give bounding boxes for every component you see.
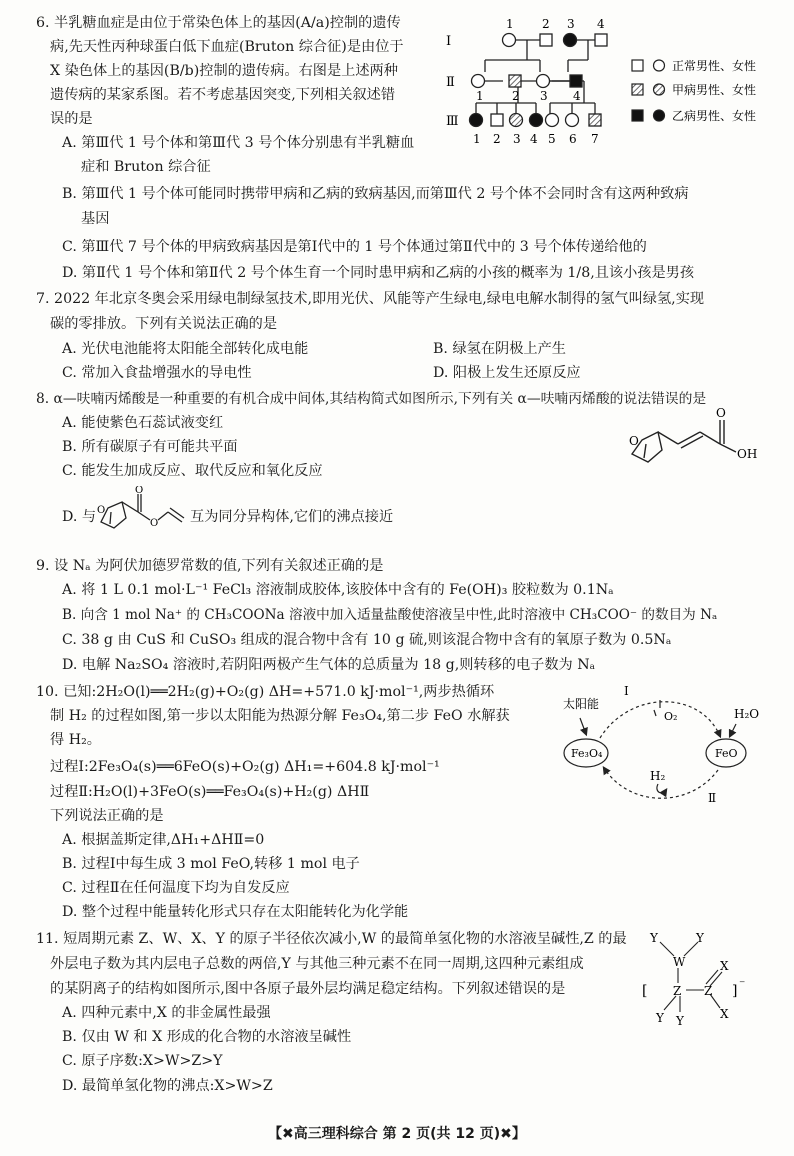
isomer-furan-oxygen: O <box>97 505 106 516</box>
gen1-male-4 <box>595 34 607 46</box>
gen1-male-2 <box>540 34 552 46</box>
oxygen-label: O₂ <box>664 710 678 723</box>
legend-disease-a: 甲病男性、女性 <box>672 83 757 97</box>
q11-option-d: D. 最简单氢化物的沸点:X>W>Z <box>62 1078 273 1094</box>
q6-option-a: A. 第Ⅲ代 1 号个体和第Ⅲ代 3 号个体分别患有半乳糖血 <box>62 135 415 151</box>
q7-option-d: D. 阳极上发生还原反应 <box>433 365 581 381</box>
gen2-num-2: 2 <box>512 89 520 103</box>
q11-stem-line-3: 的某阴离子的结构如图所示,图中各原子最外层均满足稳定结构。下列叙述错误的是 <box>50 981 566 997</box>
q9-stem: 9. 设 Nₐ 为阿伏加德罗常数的值,下列有关叙述正确的是 <box>36 558 384 574</box>
gen1-female-3 <box>564 34 577 47</box>
gen3-female-4 <box>530 114 543 127</box>
gen-label-3: Ⅲ <box>446 114 459 129</box>
q8-option-d-prefix: D. 与 <box>62 509 97 525</box>
vinyl-furoate-structure <box>96 486 192 536</box>
gen3-num-3: 3 <box>513 132 521 146</box>
q6-option-b: B. 第Ⅲ代 1 号个体可能同时携带甲病和乙病的致病基因,而第Ⅲ代 2 号个体不会同时含有这两种致病 <box>62 186 689 202</box>
gen1-female-1 <box>503 34 516 47</box>
q6-option-c: C. 第Ⅲ代 7 号个体的甲病致病基因是第Ⅰ代中的 1 号个体通过第Ⅱ代中的 3 号个体传递给他的 <box>62 239 647 255</box>
thermochemical-cycle-diagram <box>560 680 775 810</box>
q6-option-a-cont: 症和 Bruton 综合征 <box>81 159 211 175</box>
gen2-num-1: 1 <box>476 89 484 103</box>
gen-label-2: Ⅱ <box>446 75 455 90</box>
gen2-num-4: 4 <box>573 89 581 103</box>
q7-option-c: C. 常加入食盐增强水的导电性 <box>62 365 252 381</box>
gen1-num-4: 4 <box>597 17 605 31</box>
gen3-num-1: 1 <box>473 132 481 146</box>
q9-option-a: A. 将 1 L 0.1 mol·L⁻¹ FeCl₃ 溶液制成胶体,该胶体中含有的 Fe(OH)₃ 胶粒数为 0.1Nₐ <box>62 582 614 598</box>
q9-option-d: D. 电解 Na₂SO₄ 溶液时,若阴阳两极产生气体的总质量为 18 g,则转移的电子数为 Nₐ <box>62 657 596 673</box>
isomer-ester-oxygen: O <box>150 518 159 529</box>
pedigree-diagram <box>440 8 790 158</box>
q9-option-b: B. 向含 1 mol Na⁺ 的 CH₃COONa 溶液中加入适量盐酸使溶液呈中性,此时溶液中 CH₃COO⁻ 的数目为 Nₐ <box>62 607 718 623</box>
gen1-num-2: 2 <box>542 17 550 31</box>
gen2-male-2 <box>509 75 521 87</box>
q10-option-a: A. 根据盖斯定律,ΔH₁+ΔHⅡ=0 <box>62 832 265 848</box>
gen3-female-3 <box>510 114 523 127</box>
gen3-male-2 <box>491 114 503 126</box>
gen3-num-6: 6 <box>569 132 577 146</box>
q6-stem-line-5: 误的是 <box>50 111 93 127</box>
left-bracket: [ <box>642 983 648 999</box>
atom-x-2: X <box>720 1007 729 1021</box>
gen3-num-4: 4 <box>530 132 538 146</box>
hydroxyl-label: OH <box>737 447 758 461</box>
atom-z-1: Z <box>673 984 682 998</box>
gen-label-1: Ⅰ <box>446 34 452 49</box>
gen2-male-4 <box>570 75 582 87</box>
page-footer: 【✖高三理科综合 第 2 页(共 12 页)✖】 <box>268 1126 526 1142</box>
legend-disease-b: 乙病男性、女性 <box>672 109 757 123</box>
gen3-num-7: 7 <box>591 132 599 146</box>
q7-option-a: A. 光伏电池能将太阳能全部转化成电能 <box>62 341 309 357</box>
q10-stem-line-1: 10. 已知:2H₂O(l)══2H₂(g)+O₂(g) ΔH=+571.0 kJ·mol⁻¹,两步热循环 <box>36 684 495 700</box>
q6-option-b-cont: 基因 <box>81 211 110 227</box>
q8-option-c: C. 能发生加成反应、取代反应和氧化反应 <box>62 463 323 479</box>
isomer-carbonyl-oxygen: O <box>135 486 144 496</box>
gen3-female-1 <box>470 114 483 127</box>
q10-option-c: C. 过程Ⅱ在任何温度下均为自发反应 <box>62 880 290 896</box>
q7-stem-line-2: 碳的零排放。下列有关说法正确的是 <box>50 316 278 332</box>
atom-z-2: Z <box>704 984 713 998</box>
q8-option-d-suffix: 互为同分异构体,它们的沸点接近 <box>190 509 394 525</box>
atom-x-1: X <box>720 959 729 973</box>
gen3-male-7 <box>589 114 601 126</box>
q6-stem-line-2: 病,先天性丙种球蛋白低下血症(Bruton 综合征)是由位于 <box>50 39 404 55</box>
atom-y-4: Y <box>676 1014 684 1028</box>
hydrogen-label: H₂ <box>650 769 666 783</box>
gen3-female-5 <box>546 114 559 127</box>
atom-y-3: Y <box>656 1011 664 1025</box>
fe3o4-label: Fe₃O₄ <box>571 747 603 760</box>
q10-stem-line-3: 得 H₂。 <box>50 732 101 748</box>
q8-option-a: A. 能使紫色石蕊试液变红 <box>62 415 224 431</box>
q9-option-c: C. 38 g 由 CuS 和 CuSO₃ 组成的混合物中含有 10 g 硫,则该混合物中含有的氧原子数为 0.5Nₐ <box>62 632 672 648</box>
step-2-label: Ⅱ <box>708 791 717 805</box>
q10-option-d: D. 整个过程中能量转化形式只存在太阳能转化为化学能 <box>62 904 409 920</box>
atom-y-1: Y <box>650 931 658 945</box>
gen1-num-1: 1 <box>506 17 514 31</box>
water-label: H₂O <box>734 707 760 721</box>
solar-energy-label: 太阳能 <box>563 697 600 711</box>
q10-process-1: 过程Ⅰ:2Fe₃O₄(s)══6FeO(s)+O₂(g) ΔH₁=+604.8 kJ·mol⁻¹ <box>50 759 440 775</box>
q6-stem-line-1: 6. 半乳糖血症是由位于常染色体上的基因(A/a)控制的遗传 <box>36 15 401 31</box>
gen1-num-3: 3 <box>567 17 575 31</box>
legend-normal: 正常男性、女性 <box>672 59 757 73</box>
atom-y-2: Y <box>696 931 704 945</box>
pedigree-legend <box>632 58 756 123</box>
q6-option-d: D. 第Ⅱ代 1 号个体和第Ⅱ代 2 号个体生育一个同时患甲病和乙病的小孩的概率为 1/8,且该小孩是男孩 <box>62 265 695 281</box>
q7-stem-line-1: 7. 2022 年北京冬奥会采用绿电制绿氢技术,即用光伏、风能等产生绿电,绿电电解水制得的氢气叫绿氢,实现 <box>36 291 705 307</box>
step-1-label: Ⅰ <box>624 684 629 698</box>
feo-label: FeO <box>715 747 738 760</box>
carbonyl-oxygen-label: O <box>716 406 726 420</box>
q8-stem: 8. α—呋喃丙烯酸是一种重要的有机合成中间体,其结构简式如图所示,下列有关 α—呋喃丙烯酸的说法错误的是 <box>36 391 707 407</box>
right-bracket: ] <box>732 983 738 999</box>
gen2-num-3: 3 <box>540 89 548 103</box>
furylacrylic-acid-structure <box>620 402 770 477</box>
gen3-female-6 <box>566 114 579 127</box>
furan-oxygen-label: O <box>629 434 639 448</box>
charge-sign: ⁻ <box>739 977 746 991</box>
gen3-num-5: 5 <box>548 132 556 146</box>
q11-option-c: C. 原子序数:X>W>Z>Y <box>62 1053 223 1069</box>
anion-structure <box>640 928 760 1038</box>
q8-option-b: B. 所有碳原子有可能共平面 <box>62 439 238 455</box>
q11-option-b: B. 仅由 W 和 X 形成的化合物的水溶液呈碱性 <box>62 1029 352 1045</box>
q11-stem-line-1: 11. 短周期元素 Z、W、X、Y 的原子半径依次减小,W 的最简单氢化物的水溶液呈碱性,Z 的最 <box>36 931 627 947</box>
q10-stem-line-6: 下列说法正确的是 <box>50 808 164 824</box>
atom-w: W <box>673 955 686 969</box>
q7-option-b: B. 绿氢在阴极上产生 <box>433 341 566 357</box>
gen2-female-3 <box>537 75 550 88</box>
gen2-female-1 <box>472 75 485 88</box>
gen3-num-2: 2 <box>493 132 501 146</box>
q11-stem-line-2: 外层电子数为其内层电子总数的两倍,Y 与其他三种元素不在同一周期,这四种元素组成 <box>50 956 584 972</box>
q6-stem-line-3: X 染色体上的基因(B/b)控制的遗传病。右图是上述两种 <box>50 63 398 79</box>
q10-stem-line-2: 制 H₂ 的过程如图,第一步以太阳能为热源分解 Fe₃O₄,第二步 FeO 水解获 <box>50 708 510 724</box>
q6-stem-line-4: 遗传病的某家系图。若不考虑基因突变,下列相关叙述错 <box>50 87 396 103</box>
q10-option-b: B. 过程Ⅰ中每生成 3 mol FeO,转移 1 mol 电子 <box>62 856 360 872</box>
q10-process-2: 过程Ⅱ:H₂O(l)+3FeO(s)══Fe₃O₄(s)+H₂(g) ΔHⅡ <box>50 784 370 800</box>
q11-option-a: A. 四种元素中,X 的非金属性最强 <box>62 1005 271 1021</box>
